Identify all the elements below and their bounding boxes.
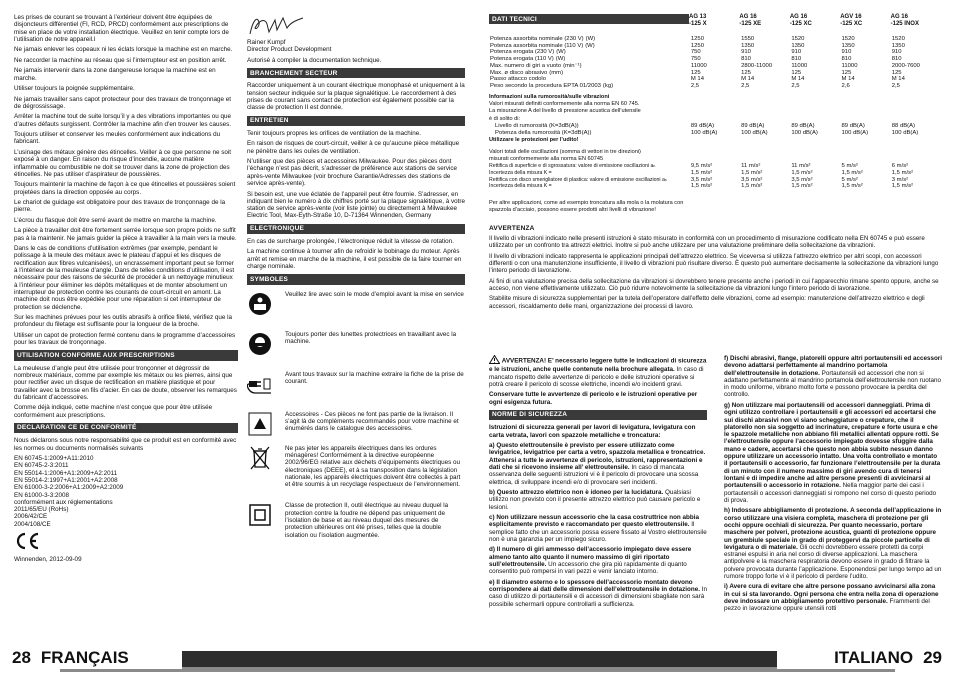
- row-value: 810: [791, 56, 802, 63]
- row-label: Potenza assorbita nominale (110 V): [490, 42, 584, 49]
- row-value: 1350: [841, 42, 855, 49]
- symbol-text: Avant tous travaux sur la machine extraire la fiche de la prise de courant.: [285, 370, 464, 385]
- heading-entretien: ENTRETIEN: [247, 116, 465, 126]
- row-value: 125: [891, 69, 902, 76]
- paragraph: Ne jamais enlever les copeaux ni les éclats lorsque la machine est en marche.: [14, 46, 233, 54]
- norme-intro: Istruzioni di sicurezza generali per lavori di levigatura, levigatura con carta vetrata, lavori con spazzole metalliche e troncatura:: [489, 424, 696, 439]
- row-label: Incertezza della misura K =: [489, 183, 552, 190]
- table-row: [489, 56, 941, 63]
- table-row: [489, 163, 941, 170]
- branchement-text: Raccorder uniquement à un courant électrique monophasé et uniquement à la tension secteur indiquée sur la plaque signalétique. Le raccordement à des prises de courant sans contact de protection est également possible car la classe de protection II est donnée.: [247, 82, 465, 112]
- table-row: [489, 130, 941, 137]
- class-ii-icon: [247, 502, 273, 528]
- warning-bold: AVVERTENZA! E’ necessario leggere tutte le indicazioni di sicurezza e le istruzioni, anche quelle contenute nella brochure allegata.: [489, 357, 707, 374]
- symbol-text: Veuillez lire avec soin le mode d’emploi avant la mise en service: [285, 290, 464, 298]
- table-row: [489, 83, 941, 90]
- heading-usage: UTILISATION CONFORME AUX PRESCRIPTIONS: [14, 350, 238, 360]
- row-value: 2,5: [791, 82, 800, 89]
- heading-conformity: DECLARATION CE DE CONFORMITÉ: [14, 423, 238, 433]
- row-value: 89 dB(A): [841, 122, 865, 129]
- heading-avvertenza: AVVERTENZA: [489, 224, 535, 232]
- norme-b: b) Questo attrezzo elettrico non è idoneo per la lucidatura. Qualsiasi utilizzo non previsto con il presente attrezzo elettrico può causare pericolo e lesioni.: [489, 489, 701, 511]
- row-value: 11000: [841, 62, 858, 69]
- warning-triangle-icon: [489, 355, 500, 366]
- row-value: 3,5 m/s²: [741, 176, 763, 183]
- row-value: 2,6: [841, 82, 850, 89]
- row-value: 5 m/s²: [841, 163, 858, 170]
- authorized-text: Autorisé à compiler la documentation technique.: [247, 56, 382, 64]
- row-value: M 14: [741, 76, 755, 83]
- table-row: [489, 36, 941, 43]
- norm-item: EN 55014-1:2006+A1:2009+A2:2011: [14, 469, 118, 477]
- paragraph: Stabilite misure di sicurezza supplementari per la tutela dell’operatore dall’effetto delle vibrazioni, come ad esempio: manutenzione dell’attrezzo elettrico e degli accessori, riscaldamento delle mani, organizzazione dei processi di lavoro.: [489, 295, 925, 310]
- row-value: M 14: [791, 76, 805, 83]
- noise-protection: Utilizzare le protezioni per l’udito!: [489, 137, 579, 144]
- row-value: 100 dB(A): [741, 129, 768, 136]
- paragraph: Il livello di vibrazioni indicato rappresenta le applicazioni principali dell’attrezzo elettrico. Se viceversa si utilizza l’attrezzo elettrico per altri scopi, con accessori differenti o con una manutenzione insufficiente, il livello di vibrazioni può risultare diverso. È questo può aumentare decisamente la sollecitazione da vibrazioni lungo l’intero periodo di lavorazione.: [489, 252, 939, 275]
- paragraph: Tenir toujours propres les orifices de ventilation de la machine.: [247, 129, 421, 137]
- row-label: Potenza della rumorosità (K=3dB(A)): [495, 129, 592, 136]
- row-value: 125: [841, 69, 852, 76]
- row-value: 3 m/s²: [891, 176, 909, 183]
- table-row: [489, 123, 941, 130]
- row-value: 1250: [690, 42, 704, 49]
- row-value: 1250: [690, 36, 704, 42]
- row-value: 810: [841, 56, 852, 63]
- paragraph: Arrêter la machine tout de suite lorsqu’il y a des vibrations importantes ou que d’autres défauts surgissent. Contrôler la machine afin d’en trouver les causes.: [14, 113, 232, 128]
- symbol-text: Ne pas jeter les appareils électriques dans les ordures ménagères! Conformément à la directive européenne 2002/96/EG relative aux déchets d’équipements électriques ou électroniques (DEEE), et à sa transposition dans la législation nationale, les appareils électriques doivent être collectés à part et être soumis à un recyclage respectueux de l’environnement.: [285, 444, 461, 489]
- row-value: 1,5 m/s²: [891, 169, 914, 176]
- norme-d: d) Il numero di giri ammesso dell’accessorio impiegato deve essere almeno tanto alto quanto il numero massimo di giri riportato sull’elettroutensile. Un accessorio che gira più rapidamente di quanto consentito può rompersi in vari pezzi e venir lanciato intorno.: [489, 546, 692, 576]
- row-value: 11000: [791, 62, 808, 69]
- norme-e: e) Il diametro esterno e lo spessore dell’accessorio montato devono corrispondere ai dati delle dimensioni dell’elettroutensile in dotazione. In caso di utilizzo di portautensili e di accessori di dimensioni sbagliate non sarà possibile schermarli oppure controllarli a sufficienza.: [489, 578, 708, 608]
- row-value: 11 m/s²: [791, 163, 811, 170]
- row-value: 5 m/s²: [841, 176, 858, 183]
- row-label: Passo attacco codolo: [490, 76, 546, 83]
- row-label: Incertezza della misura K =: [489, 169, 552, 176]
- row-label: Rettifica con disco smerigliatore di plastica: valore di emissione oscillazioni aₕ: [489, 176, 667, 183]
- row-label: Peso secondo la procedura EPTA 01/2003: [490, 82, 601, 89]
- symbol-text: Toujours porter des lunettes protectrices en travaillant avec la machine.: [285, 330, 457, 345]
- row-value: 1,5 m/s²: [891, 183, 914, 190]
- row-value: 1520: [841, 36, 855, 42]
- row-unit: (mm): [549, 69, 564, 76]
- norm-item: EN 60745-2-3:2011: [14, 462, 69, 470]
- page-number-right: 29: [923, 648, 942, 667]
- model-header: AG 16 -125 XC: [789, 14, 812, 27]
- row-value: 100 dB(A): [791, 129, 818, 136]
- heading-electronique: ELECTRONIQUE: [247, 224, 465, 234]
- page-right: [477, 0, 954, 677]
- row-value: M 14: [841, 76, 855, 83]
- row-value: 1,5 m/s²: [791, 169, 813, 176]
- row-value: M 14: [891, 76, 905, 83]
- paragraph: Ne jamais intervenir dans la zone dangereuse lorsque la machine est en marche.: [14, 67, 216, 82]
- norm-item: conformément aux réglementations: [14, 498, 113, 506]
- row-unit: (min⁻¹): [563, 62, 582, 69]
- table-row: [489, 183, 941, 190]
- row-value: 100 dB(A): [841, 129, 869, 136]
- row-value: 88 dB(A): [891, 122, 915, 129]
- heading-symboles: SYMBOLES: [247, 274, 465, 284]
- symbol-row: [247, 411, 465, 437]
- row-label: Max. ø disco abrasivo: [490, 69, 548, 76]
- paragraph: La meuleuse d’angle peut être utilisée pour tronçonner et dégrossir de nombreux matériaux, comme par exemple les métaux ou les pierres, ainsi que pour rectifier avec un disque de rectification en matière plastique et pour travailler avec la brosse en fils d’acier. En cas de doute, observer les remarques du fabricant d’accessoires.: [14, 364, 237, 401]
- warning-keep: Conservare tutte le avvertenze di pericolo e le istruzioni operative per ogni esigenza futura.: [489, 391, 698, 406]
- heading-branchement: BRANCHEMENT SECTEUR: [247, 68, 465, 78]
- norm-item: 2006/42/CE: [14, 513, 48, 521]
- row-value: 1,5 m/s²: [741, 183, 763, 190]
- row-value: 2,5: [741, 82, 750, 89]
- row-value: 1520: [791, 36, 805, 42]
- vibration-line-2: misurati conformemente alla norma EN 60745: [489, 155, 604, 162]
- row-value: 1,5 m/s²: [791, 183, 813, 190]
- model-header: AG 16 -125 INOX: [890, 14, 919, 27]
- symbol-row: [247, 291, 465, 317]
- symbol-row: [247, 331, 465, 357]
- symbol-row: [247, 371, 465, 397]
- row-value: 1350: [791, 42, 805, 49]
- paragraph: En cas de surcharge prolongée, l’électronique réduit la vitesse de rotation.: [247, 237, 454, 245]
- model-header: AG 13 -125 X: [689, 14, 707, 27]
- paragraph: Ne jamais travailler sans capot protecteur pour des travaux de tronçonnage et de dégrossissage.: [14, 95, 232, 110]
- row-label: Potenza erogata (110 V): [490, 56, 554, 63]
- warning-block: [489, 355, 707, 388]
- table-row: [489, 177, 941, 184]
- row-value: 1,5 m/s²: [690, 169, 713, 176]
- safety-goggles-icon: [247, 331, 273, 357]
- norme-a: a) Questo elettroutensile è previsto per essere utilizzato come levigatrice, levigatrice per carta a vetro, spazzola metallica e troncatrice. Attenersi a tutte le avvertenze di pericolo, istruzioni, rappresentazioni e dati che si ricevono insieme all’ elettroutensile. In caso di mancata osservanza delle seguenti istruzioni vi è il pericolo di provocare una scossa elettrica, di sviluppare incendi e/o di provocare seri incidenti.: [489, 442, 706, 486]
- row-value: 3,5 m/s²: [791, 176, 813, 183]
- row-unit: (W): [556, 49, 566, 56]
- row-value: 11000: [690, 62, 707, 69]
- model-headers: [689, 14, 941, 28]
- row-value: 2,5: [891, 82, 900, 89]
- paragraph: L’usinage des métaux génère des étincelles. Veiller à ce que personne ne soit exposé à un danger. En raison du risque d’incendie, aucune matière inflammable ou combustible ne doit se trouver dans la zone de projection des étincelles. Ne pas utiliser d’aspirateur de poussières.: [14, 148, 232, 178]
- right-column-2: [724, 355, 942, 616]
- paragraph: N’utiliser que des pièces et accessoires Milwaukee. Pour des pièces dont l’échange n’est pas décrit, s’adresser de préférence aux stations de service après-vente Milwaukee (voir brochure Garantie/Adresses des stations de service après-vente).: [247, 158, 458, 188]
- symbol-text: Accessoires - Ces pièces ne font pas partie de la livraison. Il s’agit là de compléments recommandés pour votre machine et énumérés dans le catalogue des accessoires.: [285, 410, 459, 433]
- row-value: 89 dB(A): [791, 122, 815, 129]
- read-manual-icon: [247, 291, 273, 317]
- warning-rest: In caso di mancato rispetto delle avvertenze di pericolo e delle istruzioni operative si potrà creare il pericolo di scosse elettriche, incendi e/o incidenti gravi.: [489, 366, 704, 388]
- row-unit: (W): [585, 42, 595, 49]
- row-value: 750: [690, 49, 701, 56]
- tech-table: [489, 36, 941, 90]
- paragraph: Comme déjà indiqué, cette machine n’est conçue que pour être utilisée conformément aux prescriptions.: [14, 404, 213, 419]
- row-value: 2000-7600: [891, 62, 920, 69]
- other-applications: Per altre applicazioni, come ad esempio troncatura alla mola o la molatura con spazzola d’acciaio, possono essere prodotti altri livelli di vibrazione!: [489, 199, 684, 214]
- norms-list: [14, 455, 238, 528]
- row-value: 910: [891, 49, 902, 56]
- paragraph: Ai fini di una valutazione precisa della sollecitazione da vibrazioni si dovrebbero tenere presente anche i periodi in cui l’apparecchio rimane spento oppure, anche se acceso, non viene effettivamente utilizzato. Ciò può ridurre notevolmente la sollecitazione da vibrazioni lungo l’intero periodo di lavorazione.: [489, 277, 939, 292]
- norme-h: h) Indossare abbigliamento di protezione. A seconda dell’applicazione in corso utilizzare una visiera completa, maschera di protezione per gli occhi oppure occhiali di sicurezza. Per quanto necessario, portare maschere per polveri, protezione acustica, guanti di protezione oppure un grembiule speciale in grado di proteggervi da piccole particelle di levigatura o di materiale. Gli occhi dovrebbero essere protetti da corpi estranei espulsi in aria nel corso di diverse applicazioni. La maschera antipolvere e la maschera respiratoria devono essere in grado di filtrare la polvere provocata durante l’applicazione. Esponendosi per lungo tempo ad un rumore troppo forte vi è il pericolo di perdere l’udito.: [724, 507, 942, 580]
- weee-bin-icon: [247, 445, 273, 471]
- paragraph: Ne raccorder la machine au réseau que si l’interrupteur est en position arrêt.: [14, 56, 227, 64]
- table-row: [489, 170, 941, 177]
- row-value: 1550: [741, 36, 755, 42]
- right-column-1: [489, 355, 707, 611]
- table-row: [489, 49, 941, 56]
- paragraph: Les prises de courant se trouvant à l’extérieur doivent être équipées de disjoncteurs différentiel (FI, RCD, PRCD) conformément aux prescriptions de mise en place de votre installation électrique. Veuillez en tenir compte lors de l’utilisation de notre appareil.l: [14, 14, 229, 43]
- row-value: 810: [891, 56, 902, 63]
- norm-item: 2011/65/EU (RoHs): [14, 506, 69, 514]
- paragraph: En raison de risques de court-circuit, veiller à ce qu’aucune pièce métallique ne pénètre dans les ouïes de ventilation.: [247, 140, 460, 155]
- symbol-text: Classe de protection II, outil électrique au niveau duquel la protection contre la foudre ne dépend pas uniquement de l’isolation de base et au niveau duquel des mesures de protection ultérieures ont été prises, telles que la double isolation ou l’isolation augmentée.: [285, 502, 449, 539]
- paragraph: L’écrou du flasque doit être serré avant de mettre en marche la machine.: [14, 216, 217, 224]
- row-unit: (W): [555, 56, 566, 63]
- noise-table: [489, 123, 941, 136]
- row-unit: (W): [585, 36, 596, 42]
- table-row: [489, 43, 941, 50]
- unplug-icon: [247, 371, 273, 397]
- row-value: 1,5 m/s²: [841, 169, 863, 176]
- row-value: 89 dB(A): [741, 122, 765, 129]
- model-header: AGV 16 -125 XC: [840, 14, 863, 27]
- noise-line-2: La misurazione A del livello di pressione acustica dell’utensile: [489, 108, 641, 115]
- norm-item: 2004/108/CE: [14, 520, 51, 528]
- table-row: [489, 70, 941, 77]
- row-value: 100 dB(A): [690, 129, 718, 136]
- ce-mark-icon: [14, 532, 238, 552]
- paragraph: Utiliser toujours la poignée supplémentaire.: [14, 85, 135, 93]
- model-header: AG 16 -125 XE: [739, 14, 762, 27]
- left-column-1: [14, 14, 238, 567]
- left-column-2: [247, 14, 465, 539]
- row-label: Rettifica di superficie e di sgrossatura: valore di emissione oscillazioni aₕ: [489, 163, 656, 170]
- row-value: M 14: [690, 76, 704, 83]
- language-left: FRANÇAIS: [40, 648, 129, 667]
- heading-dati-tecnici: DATI TECNICI: [489, 14, 689, 24]
- row-value: 89 dB(A): [690, 122, 715, 129]
- paragraph: Il livello di vibrazioni indicato nelle presenti istruzioni è stato misurato in conformità con un procedimento di misurazione codificato nella EN 60745 e può essere utilizzato per un confronto tra attrezzi elettrici. Inoltre si può anche utilizzare per una valutazione preliminare della sollecitazione da vibrazioni.: [489, 234, 925, 250]
- vibration-line-1: Valori totali delle oscillazioni (somma di vettori in tre direzioni): [489, 148, 641, 155]
- noise-title: Informazioni sulla rumorosità/sulle vibrazioni: [489, 93, 610, 100]
- row-value: 125: [791, 69, 802, 76]
- tech-data-block: [489, 14, 941, 313]
- row-value: 1,5 m/s²: [690, 183, 713, 190]
- row-value: 6 m/s²: [891, 163, 909, 170]
- norm-item: EN 61000-3-3:2008: [14, 491, 69, 499]
- noise-line-3: è di solito di:: [489, 115, 521, 122]
- row-value: 100 dB(A): [891, 129, 919, 136]
- row-label: Livello di rumorosità (K=3dB(A)): [495, 122, 579, 129]
- row-value: 9,5 m/s²: [690, 163, 713, 170]
- row-value: 125: [690, 69, 701, 76]
- norm-item: EN 60745-1:2009+A11:2010: [14, 455, 94, 463]
- noise-line-1: Valori misurati definiti conformemente alla norma EN 60 745.: [489, 100, 640, 107]
- paragraph: La pièce à travailler doit être fortement serrée lorsque son propre poids ne suffit pas à la maintenir. Ne jamais guider la pièce à travailler à la main vers la meule.: [14, 227, 237, 242]
- norme-g: g) Non utilizzare mai portautensili od accessori danneggiati. Prima di ogni utilizzo controllare i portautensili e gli accessori ed accertarsi che sui dischi abrasivi non vi siano scheggiature o crepature, che il platorello non sia soggetto ad incrinature, crepature e forte usura e che le spazzole metalliche non abbiano fili metallici allentati oppure rotti. Se l’elettroutensile oppure l’accessorio impiegato dovesse sfuggire dalla mano e cadere, accertarsi che questo non abbia subito nessun danno oppure utilizzare un accessorio intatto. Una volta controllato e montato il portautensili o accessorio, far funzionare l’elettroutensile per la durata di un minuto con il numero massimo di giri avendo cura di tenersi lontani e di impedire anche ad altre persone presenti di avvicinarsi al portautensili o accessorio in rotazione. Nella maggior parte dei casi i portautensili o accessori danneggiati si rompono nel corso di questo periodo di prova.: [724, 401, 941, 504]
- footer-left: [12, 647, 182, 669]
- row-unit: (kg): [602, 82, 614, 89]
- row-value: 810: [741, 56, 751, 63]
- row-label: Potenza erogata (230 V): [490, 49, 555, 56]
- signature-icon: [247, 14, 465, 38]
- accessory-icon: [247, 411, 273, 437]
- row-value: 1350: [891, 42, 905, 49]
- row-value: 125: [741, 69, 751, 76]
- norme-c: c) Non utilizzare nessun accessorio che la casa costruttrice non abbia esplicitamente previsto e raccomandato per questo elettroutensile. Il semplice fatto che un accessorio possa essere fissato al Vostro elettroutensile non è una garanzia per un impiego sicuro.: [489, 514, 707, 543]
- row-value: 910: [791, 49, 802, 56]
- row-value: 750: [690, 56, 701, 63]
- norm-item: EN 55014-2:1997+A1:2001+A2:2008: [14, 476, 118, 484]
- paragraph: Le chariot de guidage est obligatoire pour des travaux de tronçonnage de la pierre.: [14, 199, 226, 214]
- page-number-left: 28: [12, 648, 31, 667]
- symbol-row: [247, 445, 465, 489]
- paragraph: Utiliser un capot de protection fermé contenu dans le programme d’accessoires pour les travaux de tronçonnage.: [14, 331, 236, 347]
- row-value: 1,5 m/s²: [841, 183, 863, 190]
- conformity-intro: Nous déclarons sous notre responsabilité que ce produit est en conformité avec les normes ou documents normalisés suivants: [14, 437, 237, 452]
- heading-norme-sicurezza: NORME DI SICUREZZA: [489, 410, 707, 420]
- table-row: [489, 76, 941, 83]
- paragraph: La machine continue à tourner afin de refroidir le bobinage du moteur. Après arrêt et remise en marche de la machine, il est possible de la faire tourner en charge nominale.: [247, 248, 462, 271]
- norme-f: f) Dischi abrasivi, flange, platorelli oppure altri portautensili ed accessori devono adattarsi perfettamente al mandrino portamola dell’elettroutensile in dotazione. Portautensili ed accessori che non si adattano perfettamente al mandrino portamola dell’elettroutensile non ruotano in modo uniforme, vibrano molto forte e possono provocare la perdita del controllo.: [724, 355, 943, 399]
- row-value: 1,5 m/s²: [741, 169, 763, 176]
- row-value: 910: [841, 49, 852, 56]
- row-value: 2800-11000: [741, 62, 773, 69]
- table-row: [489, 63, 941, 70]
- row-label: Potenza assorbita nominale (230 V): [490, 36, 584, 42]
- paragraph: Sur les machines prévues pour les outils abrasifs à orifice fileté, vérifiez que la profondeur du filetage est suffisante pour la longueur de la broche.: [14, 314, 233, 329]
- row-value: 3,5 m/s²: [690, 176, 713, 183]
- row-value: 910: [741, 49, 751, 56]
- signer-name: Rainer Kumpf: [247, 39, 286, 46]
- signer-title: Director Product Development: [247, 46, 332, 54]
- symbol-row: [247, 502, 465, 538]
- language-right: ITALIANO: [834, 648, 914, 667]
- place-date: Winnenden, 2012-09-09: [14, 556, 82, 564]
- paragraph: Si besoin est, une vue éclatée de l’appareil peut être fournie. S’adresser, en indiquant bien le numéro à dix chiffres porté sur la plaque signalétique, à votre station de service après-vente (voir liste jointe) ou directement à Milwaukee Electric Tool, Max-Eyth-Straße 10, D-71364 Winnenden, Germany: [247, 190, 465, 220]
- norm-item: EN 61000-3-2:2006+A1:2009+A2:2009: [14, 484, 124, 492]
- vibration-table: [489, 163, 941, 190]
- paragraph: Toujours utiliser et conserver les meules conformément aux indications du fabricant.: [14, 131, 221, 146]
- footer-right: [777, 647, 942, 669]
- norme-i: i) Avere cura di evitare che altre persone possano avvicinarsi alla zona in cui si sta lavorando. Ogni persona che entra nella zona di operazione deve indossare un abbigliamento protettivo personale. Frammenti del pezzo in lavorazione oppure utensili rotti: [724, 583, 939, 613]
- row-label: Max. numero di giri a vuoto: [490, 62, 562, 69]
- paragraph: Dans le cas de conditions d’utilisation extrêmes (par exemple, pendant le polissage à la meule des métaux avec le plateau d’appui et les disques de rectification aux fibres vulcanisées), un encrassement important peut se former à l’intérieur de la meuleuse d’angle. Dans de telles conditions d’utilisation, il est nécessaire pour des raisons de sécurité de procéder à un nettoyage minutieux à l’intérieur pour éliminer les dépôts métalliques et de monter absolument un interrupteur de protection contre les courants de court-circuit en amont. La machine doit nous être expédiée pour une réparation si cet interrupteur de protection se déclenche.: [14, 245, 235, 311]
- row-value: 1350: [741, 42, 755, 49]
- row-value: 1520: [891, 36, 905, 42]
- row-value: 2,5: [690, 82, 700, 89]
- paragraph: Toujours maintenir la machine de façon à ce que étincelles et poussières soient projetées dans la direction opposée au corps.: [14, 181, 236, 196]
- row-value: 11 m/s²: [741, 163, 761, 170]
